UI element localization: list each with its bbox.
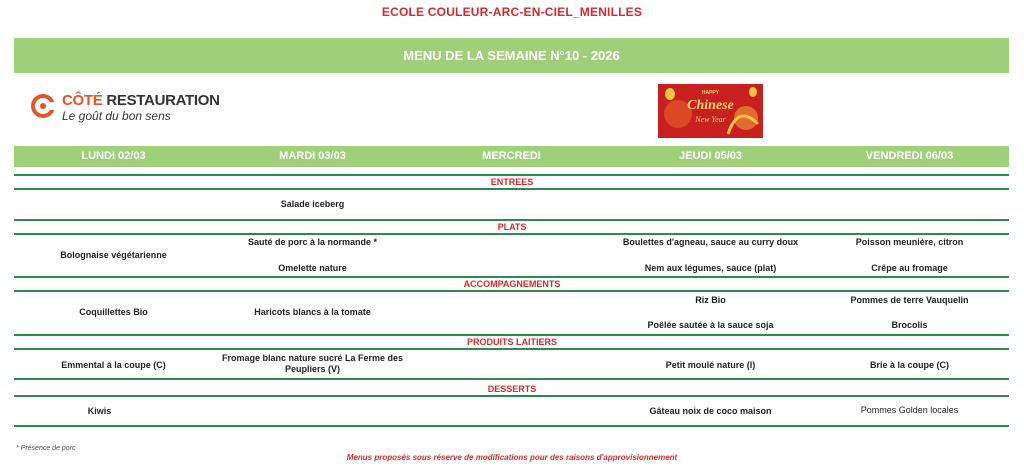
cny-line3: New Year: [695, 115, 726, 124]
accomp-thursday-1: Riz Bio: [695, 295, 726, 305]
divider: [14, 395, 1009, 397]
laitier-thursday: Petit moulé nature (I): [665, 360, 756, 370]
divider: [14, 188, 1009, 190]
divider: [14, 334, 1009, 336]
plat-tuesday-2: Omelette nature: [278, 263, 347, 273]
plat-friday-1: Poisson meunière, citron: [855, 237, 964, 247]
divider: [14, 425, 1009, 427]
logo-mark-icon: [30, 93, 56, 119]
entree-tuesday: Salade iceberg: [280, 199, 345, 209]
day-thursday: JEUDI 05/03: [679, 150, 742, 162]
laitier-monday: Emmental à la coupe (C): [61, 360, 166, 370]
divider: [14, 219, 1009, 221]
plat-monday: Bolognaise végétarienne: [60, 250, 167, 260]
cny-line2: Chinese: [687, 98, 734, 113]
plat-thursday-2: Nem aux légumes, sauce (plat): [644, 263, 777, 273]
divider: [14, 174, 1009, 176]
divider: [14, 348, 1009, 350]
plat-tuesday-1: Sauté de porc à la normande *: [247, 237, 378, 247]
dessert-thursday: Gâteau noix de coco maison: [649, 406, 772, 416]
menu-title-banner: [14, 38, 1009, 73]
plat-friday-2: Crêpe au fromage: [871, 263, 948, 273]
section-produits-laitiers: PRODUITS LAITIERS: [466, 337, 557, 347]
accomp-friday-2: Brocolis: [891, 320, 928, 330]
supply-disclaimer: Menus proposés sous réserve de modifications pour des raisons d'approvisionnement: [346, 453, 678, 462]
laitier-tuesday: Fromage blanc nature sucré La Ferme des Peupliers (V): [221, 353, 404, 374]
day-wednesday: MERCREDI: [482, 150, 541, 162]
divider: [14, 290, 1009, 292]
section-entrees: ENTREES: [490, 177, 534, 187]
accomp-thursday-2: Poêlée sautée à la sauce soja: [647, 320, 774, 330]
dessert-friday: Pommes Golden locales: [860, 405, 959, 415]
day-monday: LUNDI 02/03: [81, 150, 146, 162]
section-accompagnements: ACCOMPAGNEMENTS: [463, 279, 561, 289]
section-plats: PLATS: [497, 222, 527, 232]
plat-thursday-1: Boulettes d'agneau, sauce au curry doux: [622, 237, 799, 247]
accomp-friday-1: Pommes de terre Vauquelin: [850, 295, 969, 305]
school-title: ECOLE COULEUR-ARC-EN-CIEL_MENILLES: [381, 5, 643, 19]
cny-line1: HAPPY: [701, 90, 720, 96]
divider: [14, 378, 1009, 380]
divider: [14, 233, 1009, 235]
section-desserts: DESSERTS: [487, 384, 537, 394]
accomp-tuesday: Haricots blancs à la tomate: [254, 307, 371, 317]
pork-note: * Présence de porc: [16, 445, 76, 452]
days-header: [14, 146, 1009, 167]
logo-brand: CÔTÉ RESTAURATION: [62, 92, 220, 109]
day-tuesday: MARDI 03/03: [279, 150, 346, 162]
divider: [14, 276, 1009, 278]
chinese-new-year-image: [658, 84, 763, 138]
laitier-friday: Brie à la coupe (C): [869, 360, 950, 370]
day-friday: VENDREDI 06/03: [865, 150, 954, 162]
logo-tagline: Le goût du bon sens: [62, 109, 171, 123]
accomp-monday: Coquillettes Bio: [79, 307, 148, 317]
menu-title: MENU DE LA SEMAINE N°10 - 2026: [403, 48, 620, 63]
dessert-monday: Kiwis: [87, 406, 112, 416]
